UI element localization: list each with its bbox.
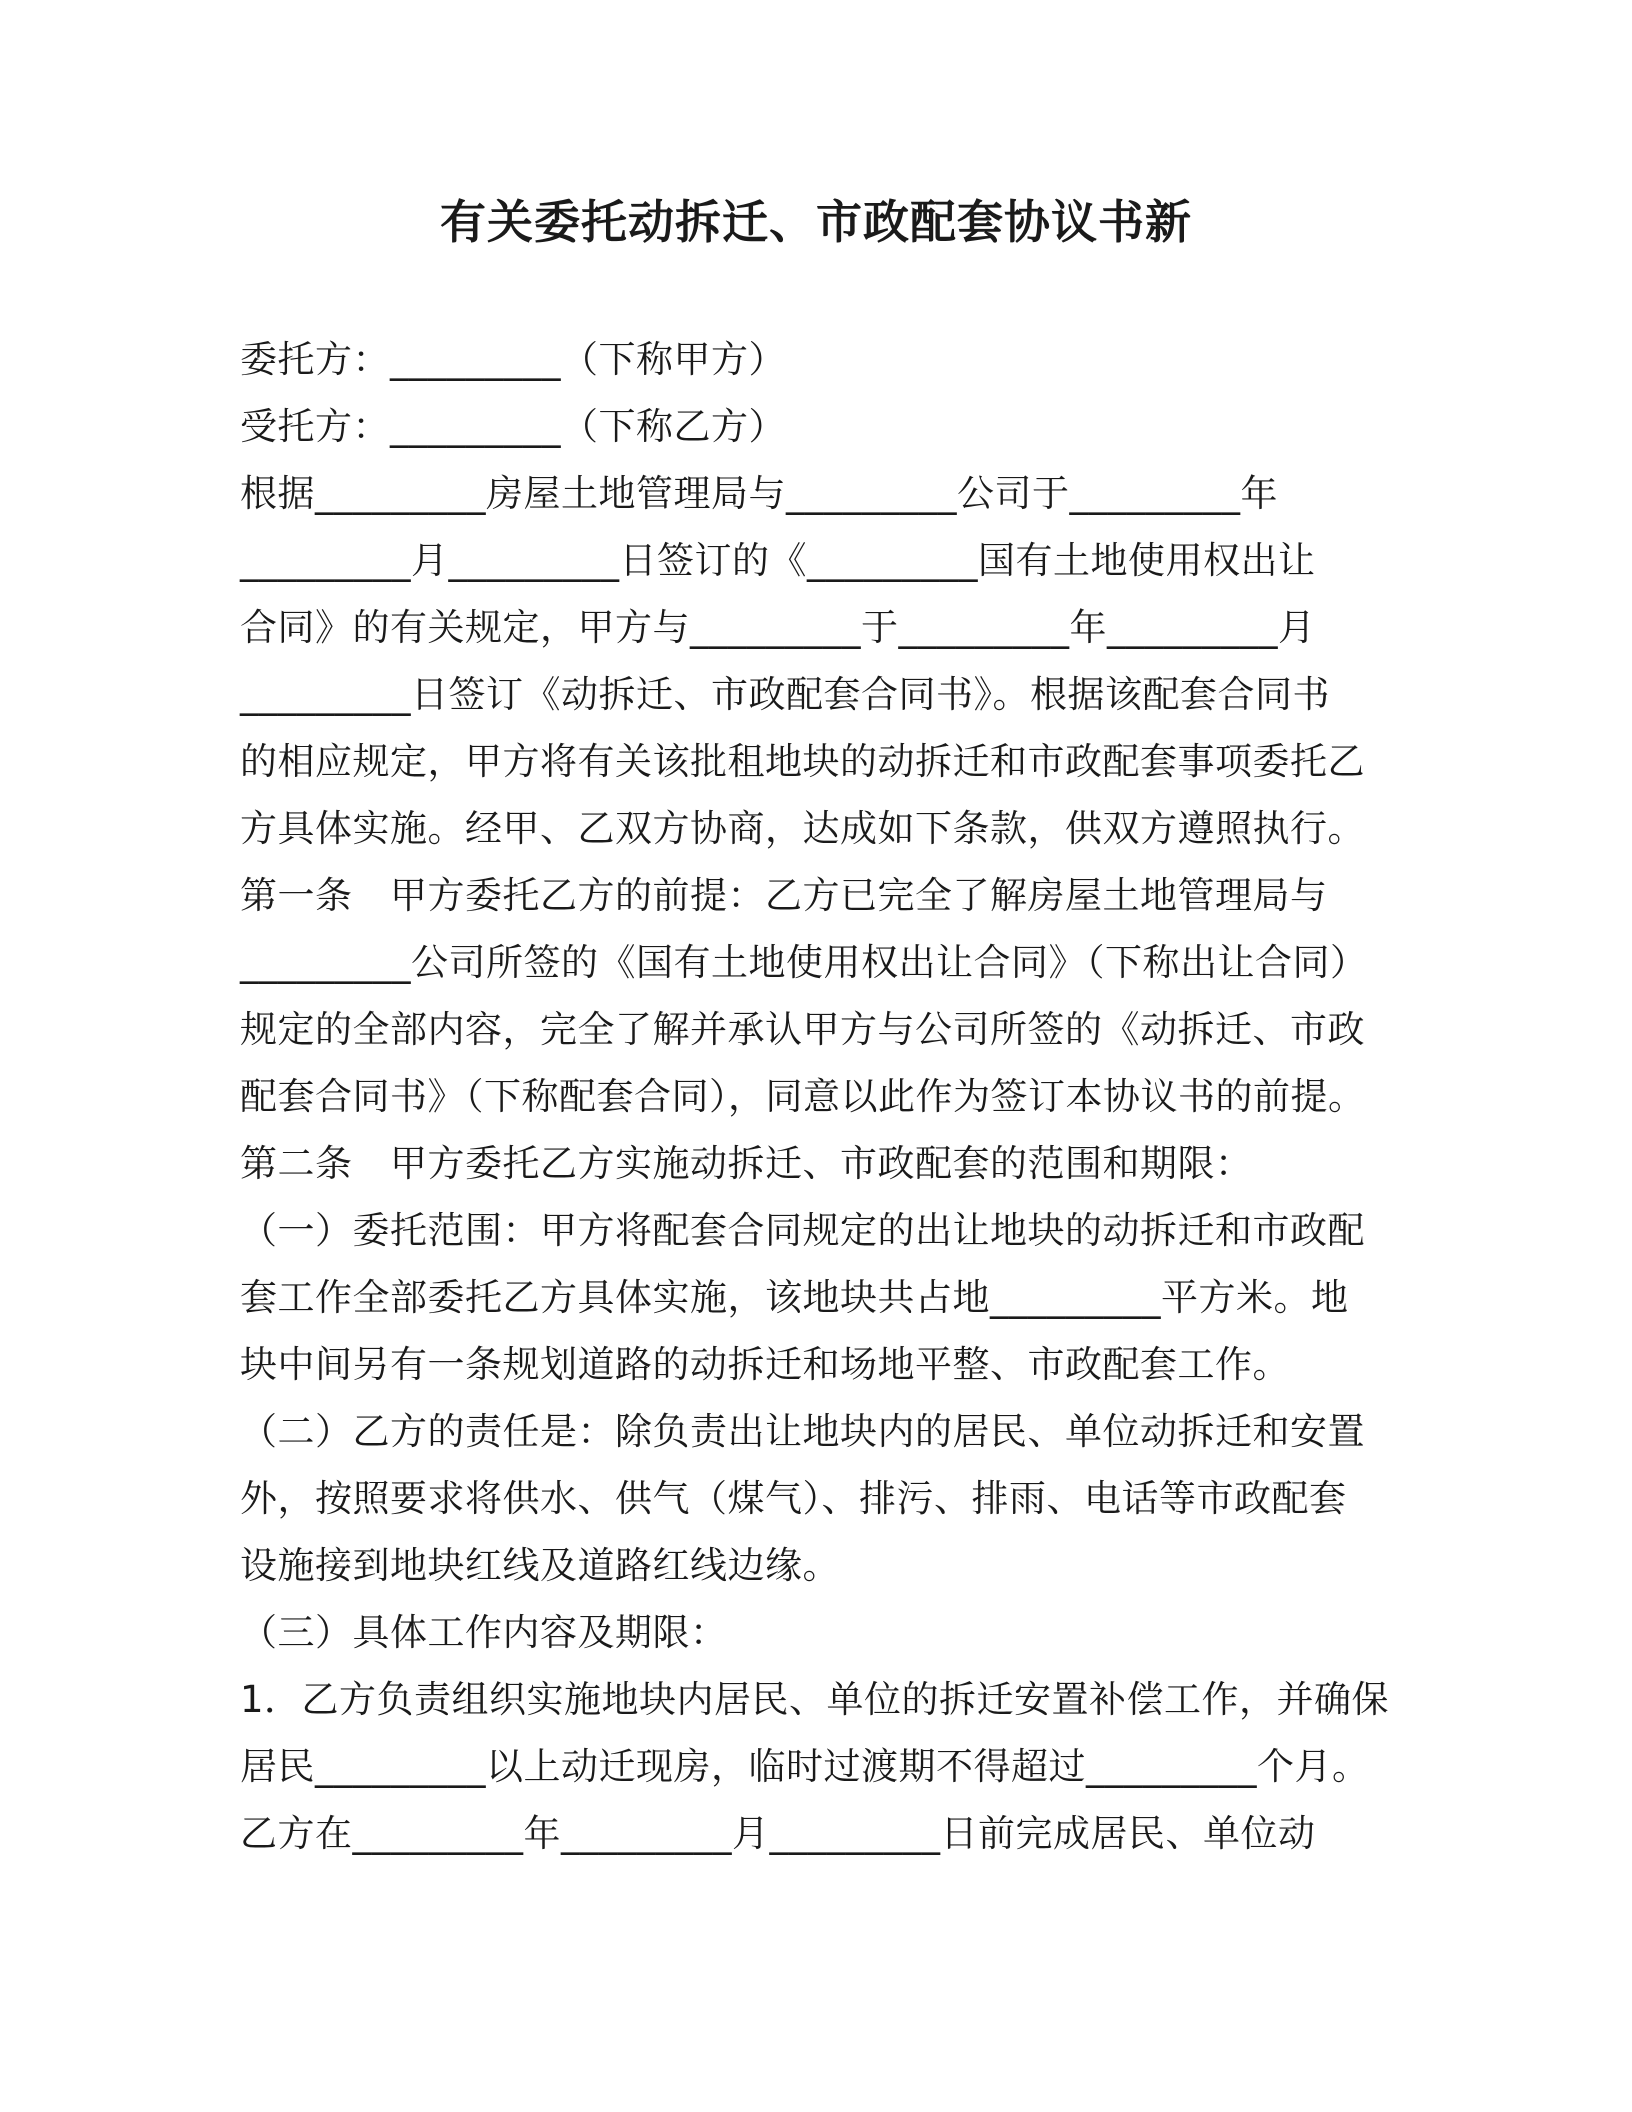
text-line: 受托方：_________（下称乙方） bbox=[240, 405, 786, 448]
clause-line: （三）具体工作内容及期限： bbox=[240, 1611, 728, 1654]
document-body bbox=[240, 326, 1400, 1867]
text-line: 居民_________以上动迁现房，临时过渡期不得超过_________个月。 bbox=[240, 1745, 1370, 1788]
text-line: 委托方：_________（下称甲方） bbox=[240, 338, 786, 381]
text-line: 的相应规定，甲方将有关该批租地块的动拆迁和市政配套事项委托乙 bbox=[240, 740, 1365, 783]
text-line: _________月_________日签订的《_________国有土地使用权出让 bbox=[240, 539, 1316, 582]
item-line: 1．乙方负责组织实施地块内居民、单位的拆迁安置补偿工作，并确保 bbox=[240, 1678, 1390, 1721]
text-line: 套工作全部委托乙方具体实施，该地块共占地_________平方米。地 bbox=[240, 1276, 1349, 1319]
text-line: 规定的全部内容，完全了解并承认甲方与公司所签的《动拆迁、市政 bbox=[240, 1008, 1365, 1051]
text-line: 根据_________房屋土地管理局与_________公司于_________年 bbox=[240, 472, 1278, 515]
text-line: _________公司所签的《国有土地使用权出让合同》（下称出让合同） bbox=[240, 941, 1368, 984]
clause-line: （一）委托范围：甲方将配套合同规定的出让地块的动拆迁和市政配 bbox=[240, 1209, 1365, 1252]
text-line: 方具体实施。经甲、乙双方协商，达成如下条款，供双方遵照执行。 bbox=[240, 807, 1365, 850]
clause-line: （二）乙方的责任是：除负责出让地块内的居民、单位动拆迁和安置 bbox=[240, 1410, 1365, 1453]
text-line: 配套合同书》（下称配套合同），同意以此作为签订本协议书的前提。 bbox=[240, 1075, 1366, 1118]
text-line: 设施接到地块红线及道路红线边缘。 bbox=[240, 1544, 840, 1587]
article-heading: 第二条 甲方委托乙方实施动拆迁、市政配套的范围和期限： bbox=[240, 1142, 1253, 1185]
text-line: 乙方在_________年_________月_________日前完成居民、单位动 bbox=[240, 1812, 1316, 1855]
article-heading: 第一条 甲方委托乙方的前提：乙方已完全了解房屋土地管理局与 bbox=[240, 874, 1328, 917]
document-title: 有关委托动拆迁、市政配套协议书新 bbox=[440, 195, 1192, 249]
text-line: 块中间另有一条规划道路的动拆迁和场地平整、市政配套工作。 bbox=[240, 1343, 1290, 1386]
text-line: _________日签订《动拆迁、市政配套合同书》。根据该配套合同书 bbox=[240, 673, 1330, 716]
text-line: 合同》的有关规定，甲方与_________于_________年_________月 bbox=[240, 606, 1316, 649]
text-line: 外，按照要求将供水、供气（煤气）、排污、排雨、电话等市政配套 bbox=[240, 1477, 1347, 1520]
